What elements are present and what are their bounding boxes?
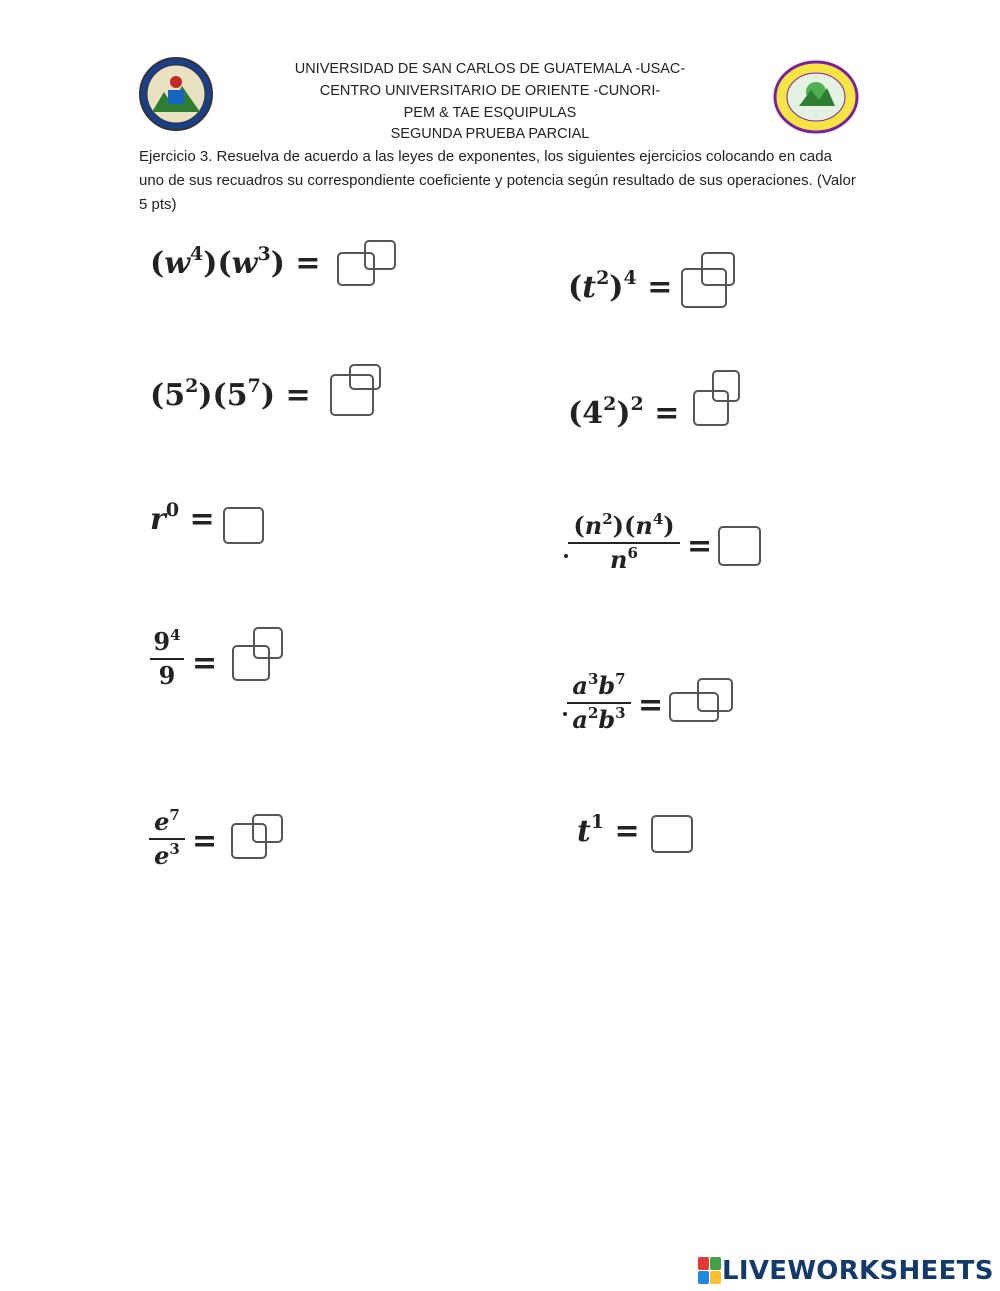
exercise-8-equals (638, 688, 663, 723)
exercise-1-exp-b: 3 (257, 243, 271, 265)
exercise-7-num-base: 9 (153, 627, 171, 656)
exercise-6-exp-b: 4 (652, 510, 664, 528)
liveworksheets-logo[interactable] (698, 1256, 994, 1286)
exercise-4-base: 4 (582, 396, 604, 431)
answer-box-exponent[interactable] (701, 252, 735, 286)
exercise-6-exp-a: 2 (602, 510, 613, 528)
exercise-9 (149, 808, 185, 870)
exercise-8-num-b-exp: 7 (615, 670, 626, 688)
equals-sign: = (638, 688, 664, 723)
fraction-numerator (567, 672, 631, 700)
equals-sign: = (295, 246, 321, 281)
exercise-1: $(w^4)(w^3)$ = (150, 243, 321, 281)
exercise-9-base-2: e (154, 841, 170, 870)
exercise-6-exp-den: 6 (627, 544, 638, 562)
fraction-bar (568, 542, 680, 544)
exercise-9-num-exp: 7 (169, 806, 180, 824)
exercise-9-base: e (154, 807, 170, 836)
exercise-7-num-exp: 4 (170, 626, 181, 644)
exercise-4: $(4^2)^2$ = (568, 393, 680, 431)
exercise-3-base: 5 (164, 378, 186, 413)
exercise-2: $(t^2)^4$ = (568, 267, 673, 305)
answer-box-exponent[interactable] (697, 678, 733, 712)
exercise-4-exp-a: 2 (603, 393, 617, 415)
exercise-9-den-exp: 3 (169, 840, 180, 858)
fraction-numerator: $(n^2)(n^4)$ (573, 510, 675, 540)
exercise-6-equals (687, 529, 712, 564)
exercise-10-exp: 1 (590, 811, 605, 833)
exercise-2-exp-a: 2 (596, 267, 610, 289)
answer-box-exponent[interactable] (349, 364, 381, 390)
exercise-9-equals (192, 824, 217, 859)
exercise-5-exp: 0 (165, 499, 180, 521)
exercise-7 (150, 628, 184, 690)
exercise-6-base: n (584, 511, 603, 540)
answer-box[interactable] (223, 507, 264, 544)
answer-box[interactable] (651, 815, 693, 853)
answer-box-exponent[interactable] (252, 814, 283, 843)
fraction-denominator (149, 842, 185, 870)
exercise-10 (577, 811, 640, 849)
exercise-10-base: t (577, 814, 591, 849)
exercise-3: $(5^2)(5^7)$ = (150, 375, 311, 413)
center-name: CENTRO UNIVERSITARIO DE ORIENTE -CUNORI- (319, 83, 661, 99)
exercise-4-exp-b: 2 (630, 393, 644, 415)
equals-sign: = (285, 378, 311, 413)
equals-sign: = (192, 824, 218, 859)
live-badge-icon (698, 1257, 722, 1285)
fraction-denominator: 9 (158, 661, 176, 690)
exercise-6 (568, 512, 680, 574)
exam-title: SEGUNDA PRUEBA PARCIAL (390, 126, 590, 142)
fraction-numerator (150, 628, 184, 656)
equals-sign: = (647, 270, 673, 305)
equals-sign: = (654, 396, 680, 431)
exercise-8-num-a-exp: 3 (587, 670, 599, 688)
equals-sign: = (614, 814, 640, 849)
instructions-text: Ejercicio 3. Resuelva de acuerdo a las leyes de exponentes, los siguientes ejercicios colocando en cada uno de sus recuadros su correspondiente coeficiente y potencia según resultado de sus operaciones. (Valor 5 pts) (139, 148, 856, 213)
exercise-1-exp-a: 4 (190, 243, 204, 265)
exercise-1-base-2: w (231, 246, 258, 281)
exercise-1-base: w (164, 246, 191, 281)
exercise-2-exp-b: 4 (623, 267, 637, 289)
university-name: UNIVERSIDAD DE SAN CARLOS DE GUATEMALA -USAC- (294, 61, 686, 77)
exercise-8 (567, 672, 631, 734)
exercise-5 (150, 499, 215, 537)
fraction-bar (150, 658, 184, 660)
equals-sign: = (687, 529, 713, 564)
exercise-5-base: r (150, 502, 166, 537)
fraction-denominator (568, 546, 680, 574)
exercise-6-base-3: n (610, 545, 628, 574)
answer-box-exponent[interactable] (253, 627, 283, 659)
exercise-3-exp-a: 2 (185, 375, 199, 397)
answer-box-exponent[interactable] (364, 240, 396, 270)
exercise-8-a: a (572, 671, 588, 700)
exercise-8-den-b-exp: 3 (615, 704, 626, 722)
exercise-8-b-2: b (598, 705, 616, 734)
program-name: PEM & TAE ESQUIPULAS (403, 105, 577, 121)
exercise-8-a-2: a (572, 705, 588, 734)
equals-sign: = (189, 502, 215, 537)
equals-sign: = (192, 646, 218, 681)
exercise-6-base-2: n (635, 511, 653, 540)
exercise-3-base-2: 5 (226, 378, 248, 413)
fraction-denominator (567, 706, 631, 734)
fraction-numerator (149, 808, 185, 836)
answer-box[interactable] (718, 526, 761, 566)
exercise-3-exp-b: 7 (247, 375, 261, 397)
answer-box-exponent[interactable] (712, 370, 740, 402)
exercise-8-b: b (598, 671, 616, 700)
exercise-2-base: t (582, 270, 597, 305)
exercise-7-equals (192, 646, 217, 681)
liveworksheets-brand: LIVEWORKSHEETS (722, 1256, 994, 1286)
exercise-8-den-a-exp: 2 (587, 704, 599, 722)
